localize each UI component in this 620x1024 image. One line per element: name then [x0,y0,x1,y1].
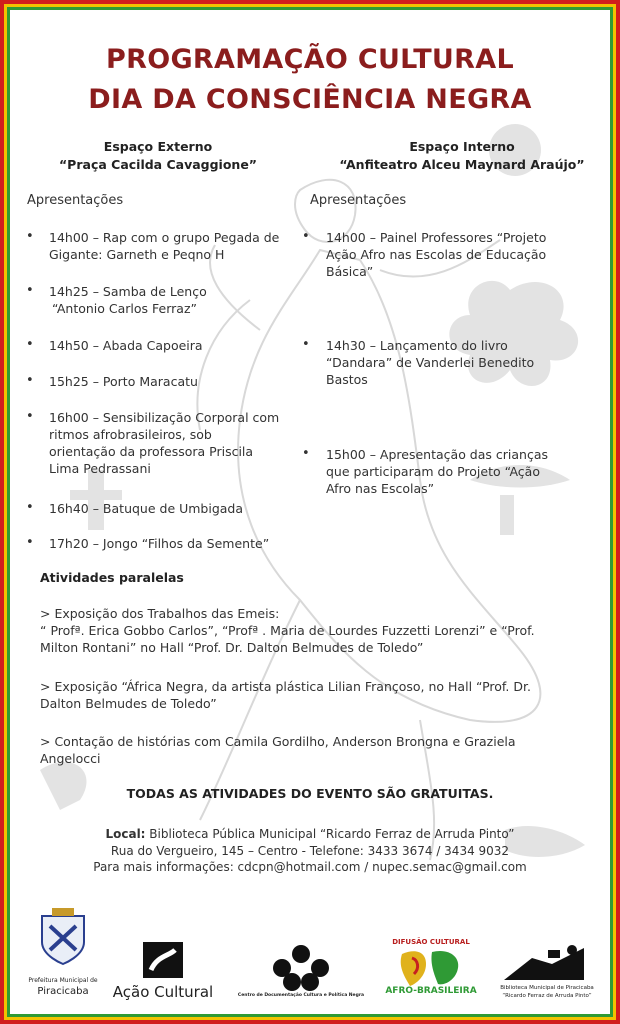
prefeitura-name: Piracicaba [37,986,89,997]
right-item-1: 14h00 – Painel Professores “Projeto Ação Afro nas Escolas de Educação Básica” [326,230,547,279]
bullet-icon: • [302,337,310,352]
parallel-activity-1: > Exposição dos Trabalhos das Emeis: “ Profª. Erica Gobbo Carlos”, “Profª . Maria de Lourdes Fuzzetti Lorenzi” e “Prof. Milton Rontani” no Hall “Prof. Dr. Dalton Belmudes de Toledo” [40,606,535,655]
biblioteca-caption-1: Biblioteca Municipal de Piracicaba [500,985,594,991]
africa-brazil-map-icon [396,946,464,988]
right-heading-space: Espaço Interno [409,139,515,154]
page-title-line2: DIA DA CONSCIÊNCIA NEGRA [88,84,532,115]
prefeitura-caption: Prefeitura Municipal de [28,977,98,984]
left-item-3: 14h50 – Abada Capoeira [49,338,203,353]
biblioteca-caption-2: “Ricardo Ferraz de Arruda Pinto” [502,993,592,999]
biblioteca-logo-icon [502,940,586,982]
difusao-caption-top: DIFUSÃO CULTURAL [392,938,470,946]
acao-cultural-logo-icon [143,942,183,978]
left-item-5: 16h00 – Sensibilização Corporal com ritmos afrobrasileiros, sob orientação da professora Priscila Lima Pedrassani [49,410,280,476]
left-item-1: 14h00 – Rap com o grupo Pegada de Gigante: Garneth e Peqno H [49,230,280,262]
piracicaba-crest-icon [36,906,90,966]
parallel-activities-heading: Atividades paralelas [40,570,184,585]
left-item-7: 17h20 – Jongo “Filhos da Semente” [49,536,270,551]
right-item-2: 14h30 – Lançamento do livro “Dandara” de Vanderlei Benedito Bastos [326,338,535,387]
bullet-icon: • [26,500,34,515]
bullet-icon: • [302,446,310,461]
parallel-activity-2: > Exposição “África Negra, da artista plástica Lilian Françoso, no Hall “Prof. Dr. Dalton Belmudes de Toledo” [40,679,531,711]
bullet-icon: • [26,535,34,550]
right-heading-venue: “Anfiteatro Alceu Maynard Araújo” [339,157,585,172]
difusao-caption-bottom: AFRO-BRASILEIRA [385,986,477,996]
left-column-heading [8,138,308,174]
contact-info-line: Para mais informações: cdcpn@hotmail.com / nupec.semac@gmail.com [93,860,527,874]
left-heading-space: Espaço Externo [103,139,213,154]
bullet-icon: • [26,409,34,424]
cdcpn-logo-icon [268,944,334,992]
left-heading-venue: “Praça Cacilda Cavaggione” [58,157,258,172]
page-title-line1: PROGRAMAÇÃO CULTURAL [106,44,514,75]
left-item-6: 16h40 – Batuque de Umbigada [49,501,244,516]
left-section-label: Apresentações [27,193,124,208]
bullet-icon: • [26,337,34,352]
parallel-activity-3: > Contação de histórias com Camila Gordilho, Anderson Brongna e Graziela Angelocci [40,734,516,766]
free-events-notice: TODAS AS ATIVIDADES DO EVENTO SÃO GRATUITAS. [126,786,494,801]
right-section-label: Apresentações [310,193,407,208]
cdcpn-caption: Centro de Documentação Cultura e Política Negra [237,993,365,998]
bullet-icon: • [26,373,34,388]
left-item-4: 15h25 – Porto Maracatu [49,374,198,389]
venue-name: Biblioteca Pública Municipal “Ricardo Ferraz de Arruda Pinto” [145,827,515,841]
venue-label: Local: [105,827,146,841]
venue-line [0,826,620,843]
left-item-2: 14h25 – Samba de Lenço “Antonio Carlos Ferraz” [49,284,207,316]
address-line: Rua do Vergueiro, 145 – Centro - Telefone: 3433 3674 / 3434 9032 [110,844,510,858]
bullet-icon: • [26,283,34,298]
bullet-icon: • [26,229,34,244]
acao-cultural-label: Ação Cultural [112,983,214,1001]
right-item-3: 15h00 – Apresentação das crianças que participaram do Projeto “Ação Afro nas Escolas” [326,447,549,496]
right-column-heading [312,138,612,174]
bullet-icon: • [302,229,310,244]
